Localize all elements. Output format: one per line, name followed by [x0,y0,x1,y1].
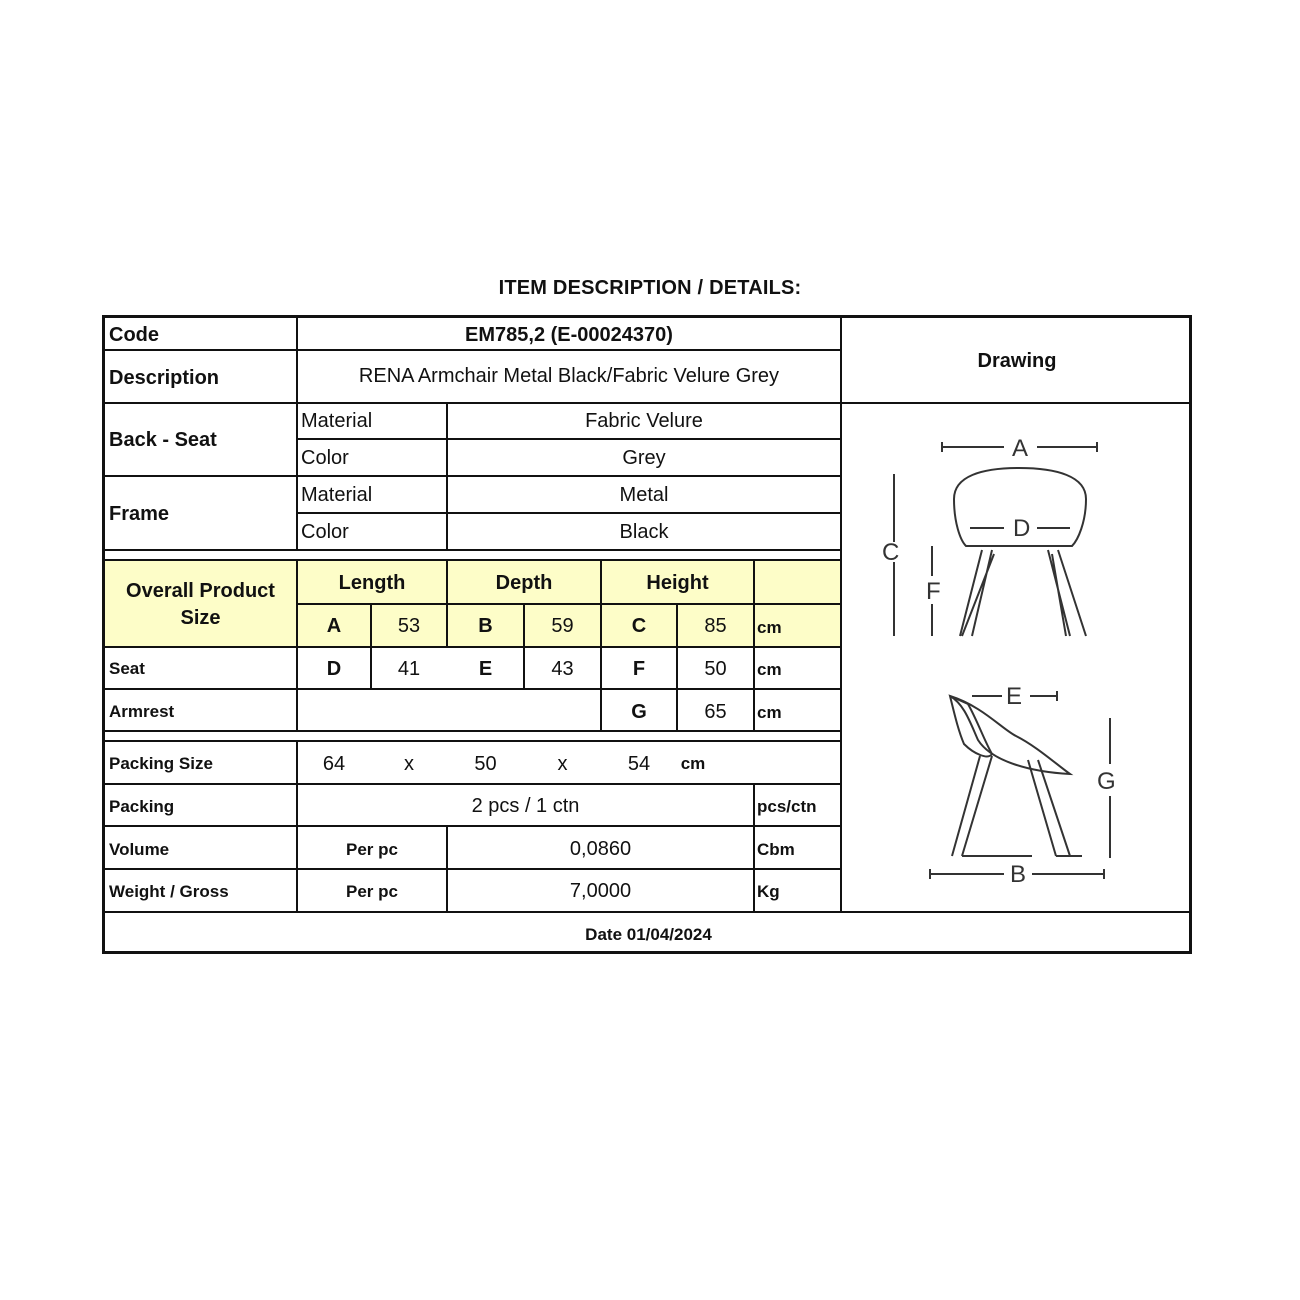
packing-label: Packing [109,797,175,816]
overall-label-line2: Size [180,607,221,629]
overall-label-line1: Overall Product [126,580,275,602]
depth-header: Depth [495,572,553,594]
dim-f-letter: F [632,658,646,680]
packing-value: 2 pcs / 1 ctn [471,795,580,817]
dim-g-value: 65 [704,701,727,723]
dim-b-value: 59 [551,615,574,637]
code-label: Code [109,324,159,346]
rule [105,646,840,648]
dim-c-value: 85 [704,615,727,637]
back-seat-material-label: Material [301,410,373,432]
dim-a-value: 53 [397,615,421,637]
packing-size-length: 64 [322,753,346,775]
code-value: EM785,2 (E-00024370) [465,324,673,346]
date: Date 01/04/2024 [585,925,712,944]
weight-unit: Kg [757,882,780,901]
frame-label: Frame [109,503,170,525]
dim-e-value: 43 [551,658,574,680]
rule [105,911,1192,913]
drawing-label: Drawing [977,350,1057,372]
weight-value: 7,0000 [569,880,632,902]
rule [105,825,840,827]
back-seat-color-label: Color [301,447,349,469]
packing-size-width: 50 [474,753,497,775]
packing-size-unit: cm [680,754,706,773]
drawing-letter-g: G [1097,768,1116,795]
back-seat-label: Back - Seat [109,429,217,451]
chair-drawing [842,404,1192,911]
seat-unit: cm [757,660,782,679]
seat-label: Seat [109,659,145,678]
drawing-letter-e: E [1006,683,1023,710]
frame-color-label: Color [301,521,349,543]
drawing-letter-c: C [882,539,900,566]
armrest-unit: cm [757,703,782,722]
rule [105,475,840,477]
rule [105,868,840,870]
dim-e-letter: E [478,658,493,680]
frame-material-label: Material [301,484,373,506]
dim-f-value: 50 [704,658,727,680]
volume-unit: Cbm [757,840,795,859]
drawing-letter-b: B [1010,861,1027,888]
rule [105,688,840,690]
rule [753,783,755,911]
rule [105,783,840,785]
drawing-letter-a: A [1012,435,1029,462]
packing-unit: pcs/ctn [757,797,817,816]
drawing-letter-f: F [926,578,941,605]
weight-label: Weight / Gross [109,882,229,901]
volume-per: Per pc [346,840,398,859]
rule [297,438,840,440]
rule [105,559,840,561]
frame-color-value: Black [619,521,669,543]
packing-size-x1: x [404,753,414,775]
rule [105,730,840,732]
volume-label: Volume [109,840,170,859]
rule [296,318,298,549]
height-header: Height [646,572,709,594]
rule [105,740,840,742]
weight-per: Per pc [346,882,398,901]
armrest-label: Armrest [109,702,175,721]
dim-d-value: 41 [397,658,421,680]
back-seat-color-value: Grey [622,447,666,469]
description-label: Description [109,367,220,389]
description-value: RENA Armchair Metal Black/Fabric Velure Grey [358,365,780,387]
details-table [102,315,1192,954]
rule [753,559,755,730]
dim-b-letter: B [478,615,493,637]
packing-size-label: Packing Size [109,754,213,773]
overall-unit: cm [757,618,782,637]
rule [297,603,840,605]
rule [297,512,840,514]
rule [105,349,840,351]
frame-material-value: Metal [619,484,669,506]
back-seat-material-value: Fabric Velure [585,410,703,432]
dim-g-letter: G [631,701,647,723]
dim-d-letter: D [326,658,342,680]
packing-size-height: 54 [627,753,651,775]
packing-size-x2: x [557,753,568,775]
page-title: ITEM DESCRIPTION / DETAILS: [498,277,802,299]
rule [105,549,840,551]
volume-value: 0,0860 [569,838,632,860]
dim-a-letter: A [326,615,342,637]
length-header: Length [338,572,406,594]
dim-c-letter: C [631,615,647,637]
drawing-letter-d: D [1013,515,1031,542]
